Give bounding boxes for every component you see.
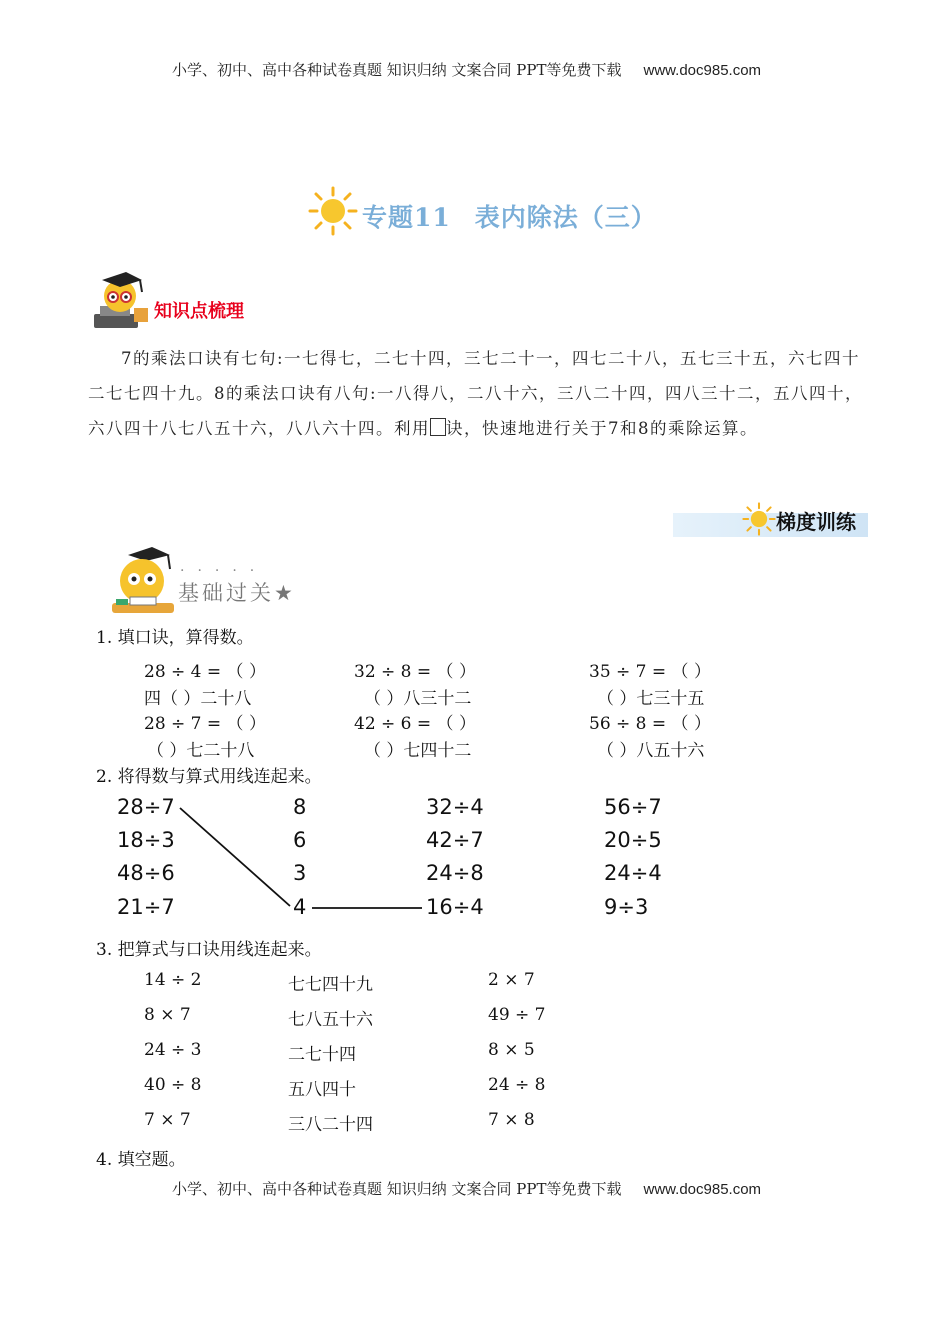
q4-title: 4. 填空题。 — [96, 1150, 186, 1170]
q3-col2-item: 三八二十四 — [288, 1115, 373, 1135]
q2-col1-item: 18÷3 — [117, 828, 175, 852]
page-title: 专题11 表内除法（三） — [362, 203, 657, 232]
q3-col1-item: 24 ÷ 3 — [144, 1040, 202, 1060]
q2-col1-item: 21÷7 — [117, 895, 175, 919]
q1-r4-c3: （ ）八五十六 — [597, 741, 705, 761]
q1-r2-c3: （ ）七三十五 — [597, 689, 705, 709]
q2-col3-item: 32÷4 — [426, 795, 484, 819]
q3-col2-item: 五八四十 — [288, 1080, 356, 1100]
page-footer: 小学、初中、高中各种试卷真题 知识归纳 文案合同 PPT等免费下载 www.doc985.com — [172, 1180, 762, 1198]
q3-col1-item: 14 ÷ 2 — [144, 970, 202, 990]
q3-col1-item: 40 ÷ 8 — [144, 1075, 202, 1095]
q3-col3-item: 24 ÷ 8 — [488, 1075, 546, 1095]
page-header: 小学、初中、高中各种试卷真题 知识归纳 文案合同 PPT等免费下载 www.doc985.com — [172, 61, 762, 79]
q2-col4-item: 56÷7 — [604, 795, 662, 819]
q3-col1-item: 8 × 7 — [144, 1005, 191, 1025]
q3-col1-item: 7 × 7 — [144, 1110, 191, 1130]
q2-col1-item: 48÷6 — [117, 861, 175, 885]
q3-col3-item: 49 ÷ 7 — [488, 1005, 546, 1025]
q3-col2-item: 二七十四 — [288, 1045, 356, 1065]
q1-r4-c1: （ ）七二十八 — [147, 741, 255, 761]
q1-r3-c1: 28 ÷ 7 = （ ） — [144, 714, 266, 734]
q1-r3-c2: 42 ÷ 6 = （ ） — [354, 714, 476, 734]
q1-r4-c2: （ ）七四十二 — [364, 741, 472, 761]
knowledge-label: 知识点梳理 — [154, 301, 244, 322]
q2-col3-item: 24÷8 — [426, 861, 484, 885]
q1-r1-c3: 35 ÷ 7 = （ ） — [589, 662, 711, 682]
q2-col4-item: 24÷4 — [604, 861, 662, 885]
q3-col3-item: 7 × 8 — [488, 1110, 535, 1130]
q2-col2-item: 4 — [293, 895, 307, 919]
q1-r3-c3: 56 ÷ 8 = （ ） — [589, 714, 711, 734]
q3-col2-item: 七八五十六 — [288, 1010, 373, 1030]
q2-col4-item: 20÷5 — [604, 828, 662, 852]
q3-col2-item: 七七四十九 — [288, 975, 373, 995]
q1-r1-c1: 28 ÷ 4 = （ ） — [144, 662, 266, 682]
q1-title: 1. 填口诀，算得数。 — [96, 628, 254, 648]
knowledge-paragraph: 7的乘法口诀有七句:一七得七，二七十四，三七二十一，四七二十八，五七三十五，六七四十二七七四十九。8的乘法口诀有八句:一八得八，二八十六，三八二十四，四八三十二，五八四十，六八四十八七八五十六，八八六十四。利用 诀，快速地进行关于7和8的乘除运算。 — [88, 349, 864, 438]
q1-r2-c1: 四（ ）二十八 — [144, 689, 252, 709]
q2-col3-item: 16÷4 — [426, 895, 484, 919]
basic-label: 基础过关★ — [178, 581, 296, 605]
q2-col2-item: 3 — [293, 861, 307, 885]
q3-col3-item: 8 × 5 — [488, 1040, 535, 1060]
q3-title: 3. 把算式与口诀用线连起来。 — [96, 940, 322, 960]
example-line-1 — [180, 808, 290, 906]
q2-col2-item: 6 — [293, 828, 307, 852]
q3-col3-item: 2 × 7 — [488, 970, 535, 990]
q2-col4-item: 9÷3 — [604, 895, 649, 919]
q2-col2-item: 8 — [293, 795, 307, 819]
gradient-training-label: 梯度训练 — [776, 510, 856, 534]
dots-decoration: ····· — [180, 563, 268, 579]
q2-col3-item: 42÷7 — [426, 828, 484, 852]
q2-col1-item: 28÷7 — [117, 795, 175, 819]
q1-r2-c2: （ ）八三十二 — [364, 689, 472, 709]
q1-r1-c2: 32 ÷ 8 = （ ） — [354, 662, 476, 682]
q2-title: 2. 将得数与算式用线连起来。 — [96, 767, 322, 787]
